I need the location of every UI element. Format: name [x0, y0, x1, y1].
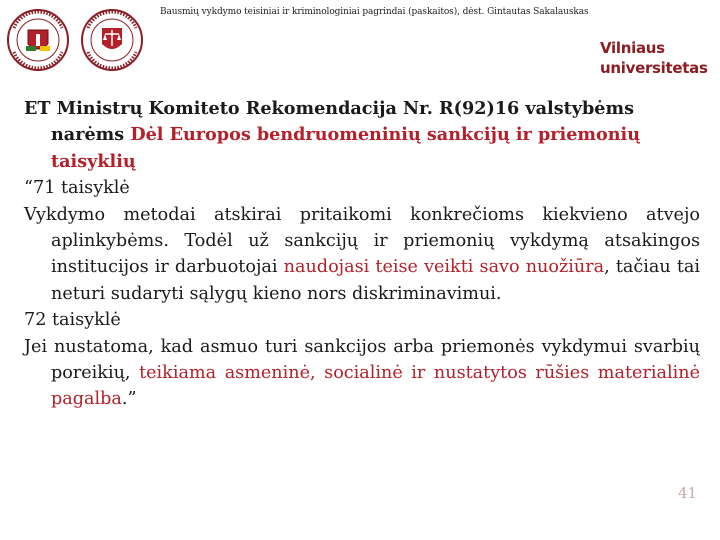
- vilnius-university-logo: [600, 38, 708, 78]
- rule-71-heading: “71 taisyklė: [24, 178, 130, 199]
- rule-72-heading: 72 taisyklė: [24, 310, 121, 331]
- rule-72-part-2: .”: [121, 389, 137, 410]
- slide-title: [24, 96, 700, 175]
- title-part-1: ET Ministrų Komiteto Rekomendacija Nr. R(92)16 valstybėms narėms: [24, 98, 634, 146]
- logo-line-2: universitetas: [600, 59, 708, 77]
- university-seal-icon: [6, 8, 70, 72]
- title-part-2: Dėl Europos bendruomeninių sankcijų ir priemonių taisyklių: [51, 124, 641, 172]
- page-number: 41: [678, 484, 698, 502]
- rule-72-part-1: Jei nustatoma, kad asmuo turi sankcijos arba priemonės vykdymui svarbių poreikių,: [24, 336, 700, 384]
- rule-72-highlight: teikiama asmeninė, socialinė ir nustatytos rūšies materialinė pagalba: [51, 363, 700, 410]
- rule-72-text: [24, 334, 700, 413]
- rule-71-part-1: Vykdymo metodai atskirai pritaikomi konkrečioms kiekvieno atvejo aplinkybėms. Todėl už sankcijų ir priemonių vykdymą atsakingos institucijos ir darbuotojai: [24, 204, 700, 278]
- faculty-seal-icon: [80, 8, 144, 72]
- rule-71-highlight: naudojasi teise veikti savo nuožiūra: [283, 257, 605, 278]
- logo-line-1: Vilniaus: [600, 39, 665, 57]
- slide-body: [24, 96, 700, 413]
- rule-71-text: [24, 202, 700, 308]
- course-header: Bausmių vykdymo teisiniai ir kriminologiniai pagrindai (paskaitos), dėst. Gintautas Sakalauskas: [160, 7, 589, 17]
- rule-71-part-2: , tačiau tai neturi sudaryti sąlygų kieno nors diskriminavimui.: [51, 257, 701, 304]
